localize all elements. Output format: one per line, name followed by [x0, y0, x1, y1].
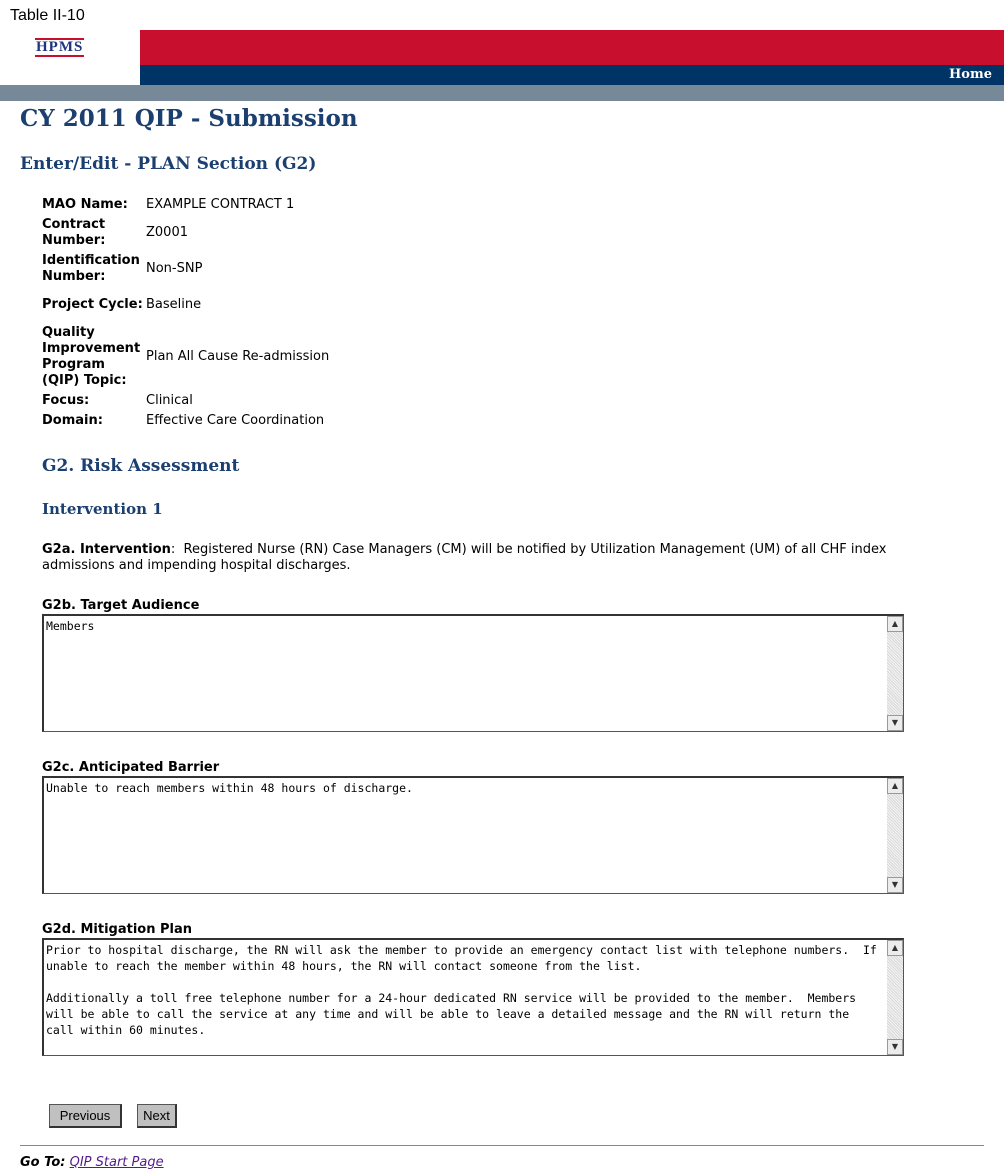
info-label: Focus:	[42, 393, 90, 408]
g2a-intervention: G2a. Intervention: Registered Nurse (RN) Case Managers (CM) will be notified by Utilization Management (UM) of all CHF index admissions and impending hospital discharges.	[42, 542, 887, 573]
g2d-label: G2d. Mitigation Plan	[42, 922, 193, 937]
g2c-label: G2c. Anticipated Barrier	[42, 760, 220, 775]
target-audience-textarea[interactable]	[42, 614, 904, 732]
info-label: Project Cycle:	[42, 297, 143, 312]
info-row-project-cycle	[42, 287, 329, 323]
goto-label: Go To:	[20, 1155, 66, 1170]
header-red-bar	[140, 30, 1004, 65]
previous-button[interactable]: Previous	[49, 1104, 122, 1128]
anticipated-barrier-textarea[interactable]	[42, 776, 904, 894]
info-label: Domain:	[42, 413, 103, 428]
info-value: Plan All Cause Re-admission	[146, 349, 330, 364]
info-row-qip-topic	[42, 323, 329, 391]
page-title: CY 2011 QIP - Submission	[20, 105, 358, 132]
info-row-mao-name	[42, 195, 329, 215]
info-label: Identification Number:	[42, 253, 140, 284]
info-row-domain	[42, 411, 329, 431]
info-value: Non-SNP	[146, 261, 203, 276]
scroll-down-arrow-icon[interactable]: ▼	[887, 877, 903, 893]
contract-info-table	[42, 195, 329, 431]
g2b-label: G2b. Target Audience	[42, 598, 200, 613]
g2a-text: Registered Nurse (RN) Case Managers (CM) will be notified by Utilization Management (UM) of all CHF index admissions and impending hospital discharges.	[42, 542, 887, 573]
scroll-down-arrow-icon[interactable]: ▼	[887, 715, 903, 731]
mitigation-plan-value: Prior to hospital discharge, the RN will ask the member to provide an emergency contact list with telephone numbers. If unable to reach the member within 48 hours, the RN will contact someone from the list. Additionally a toll free telephone number for a 24-hour dedicated RN service will be provided to the member. Members will be able to call the service at any time and will be able to leave a detailed message and the RN will return the call within 60 minutes.	[46, 943, 877, 1037]
next-button[interactable]: Next	[137, 1104, 177, 1128]
scroll-down-arrow-icon[interactable]: ▼	[887, 1039, 903, 1055]
hpms-logo[interactable]: HPMS	[36, 39, 84, 55]
footer-divider	[20, 1145, 984, 1146]
scrollbar[interactable]	[887, 778, 903, 893]
info-row-identification-number	[42, 251, 329, 287]
info-value: Clinical	[146, 393, 193, 408]
scroll-up-arrow-icon[interactable]: ▲	[887, 940, 903, 956]
info-label: Contract Number:	[42, 217, 106, 248]
scrollbar[interactable]	[887, 940, 903, 1055]
target-audience-value: Members	[46, 619, 95, 633]
header-gray-bar	[0, 85, 1004, 101]
info-value: Baseline	[146, 297, 202, 312]
scroll-up-arrow-icon[interactable]: ▲	[887, 616, 903, 632]
scrollbar[interactable]	[887, 616, 903, 731]
info-row-contract-number	[42, 215, 329, 251]
g2a-label: G2a. Intervention	[42, 542, 171, 557]
risk-assessment-heading: G2. Risk Assessment	[42, 456, 240, 476]
info-value: Z0001	[146, 225, 188, 240]
section-title: Enter/Edit - PLAN Section (G2)	[20, 154, 317, 174]
scroll-up-arrow-icon[interactable]: ▲	[887, 778, 903, 794]
info-value: Effective Care Coordination	[146, 413, 325, 428]
footer-goto	[20, 1155, 164, 1170]
mitigation-plan-textarea[interactable]	[42, 938, 904, 1056]
info-label: Quality Improvement Program (QIP) Topic:	[42, 325, 141, 388]
info-label: MAO Name:	[42, 197, 128, 212]
info-row-focus	[42, 391, 329, 411]
home-link[interactable]: Home	[949, 67, 992, 82]
intervention-heading: Intervention 1	[42, 500, 163, 518]
header-nav-bar	[140, 65, 1004, 85]
qip-start-page-link[interactable]: QIP Start Page	[69, 1155, 164, 1170]
info-value: EXAMPLE CONTRACT 1	[146, 197, 295, 212]
table-label: Table II-10	[10, 7, 85, 24]
anticipated-barrier-value: Unable to reach members within 48 hours of discharge.	[46, 781, 413, 795]
